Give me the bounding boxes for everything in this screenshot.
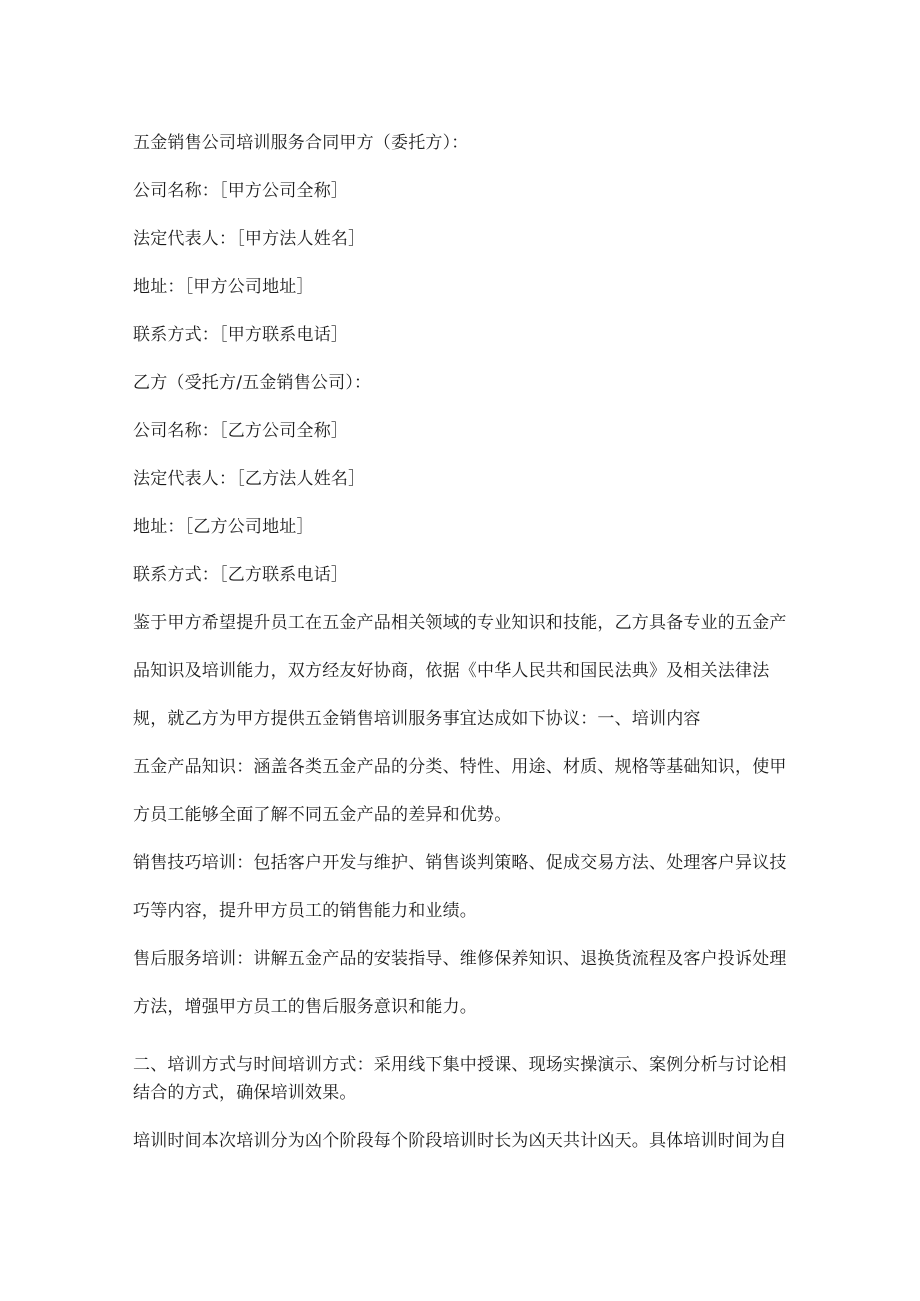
party-a-address: 地址：［甲方公司地址］ <box>133 277 314 297</box>
party-b-company-name: 公司名称：［乙方公司全称］ <box>133 421 349 441</box>
party-a-company-name: 公司名称：［甲方公司全称］ <box>133 181 349 201</box>
party-b-contact: 联系方式：［乙方联系电话］ <box>133 565 349 585</box>
party-b-address: 地址：［乙方公司地址］ <box>133 517 314 537</box>
preamble-line-2: 品知识及培训能力，双方经友好协商，依据《中华人民共和国民法典》及相关法律法 <box>133 661 770 681</box>
preamble-line-1: 鉴于甲方希望提升员工在五金产品相关领域的专业知识和技能，乙方具备专业的五金产 <box>133 613 787 633</box>
party-b-heading: 乙方（受托方/五金销售公司）： <box>133 373 372 393</box>
after-sales-line-2: 方法，增强甲方员工的售后服务意识和能力。 <box>133 997 477 1017</box>
product-knowledge-line-1: 五金产品知识：涵盖各类五金产品的分类、特性、用途、材质、规格等基础知识，使甲 <box>133 757 787 777</box>
party-a-contact: 联系方式：［甲方联系电话］ <box>133 325 349 345</box>
after-sales-line-1: 售后服务培训：讲解五金产品的安装指导、维修保养知识、退换货流程及客户投诉处理 <box>133 949 787 969</box>
product-knowledge-line-2: 方员工能够全面了解不同五金产品的差异和优势。 <box>133 805 512 825</box>
party-b-legal-representative: 法定代表人：［乙方法人姓名］ <box>133 469 366 489</box>
sales-skills-line-1: 销售技巧培训：包括客户开发与维护、销售谈判策略、促成交易方法、处理客户异议技 <box>133 853 787 873</box>
training-method-line-1: 二、培训方式与时间培训方式：采用线下集中授课、现场实操演示、案例分析与讨论相 <box>133 1055 787 1075</box>
preamble-line-3: 规，就乙方为甲方提供五金销售培训服务事宜达成如下协议：一、培训内容 <box>133 709 701 729</box>
training-time-line-1: 培训时间本次培训分为凶个阶段每个阶段培训时长为凶天共计凶天。具体培训时间为自 <box>133 1131 787 1151</box>
sales-skills-line-2: 巧等内容，提升甲方员工的销售能力和业绩。 <box>133 901 477 921</box>
training-method-line-2: 结合的方式，确保培训效果。 <box>133 1083 357 1103</box>
contract-title-party-a: 五金销售公司培训服务合同甲方（委托方）： <box>133 133 469 153</box>
party-a-legal-representative: 法定代表人：［甲方法人姓名］ <box>133 229 366 249</box>
